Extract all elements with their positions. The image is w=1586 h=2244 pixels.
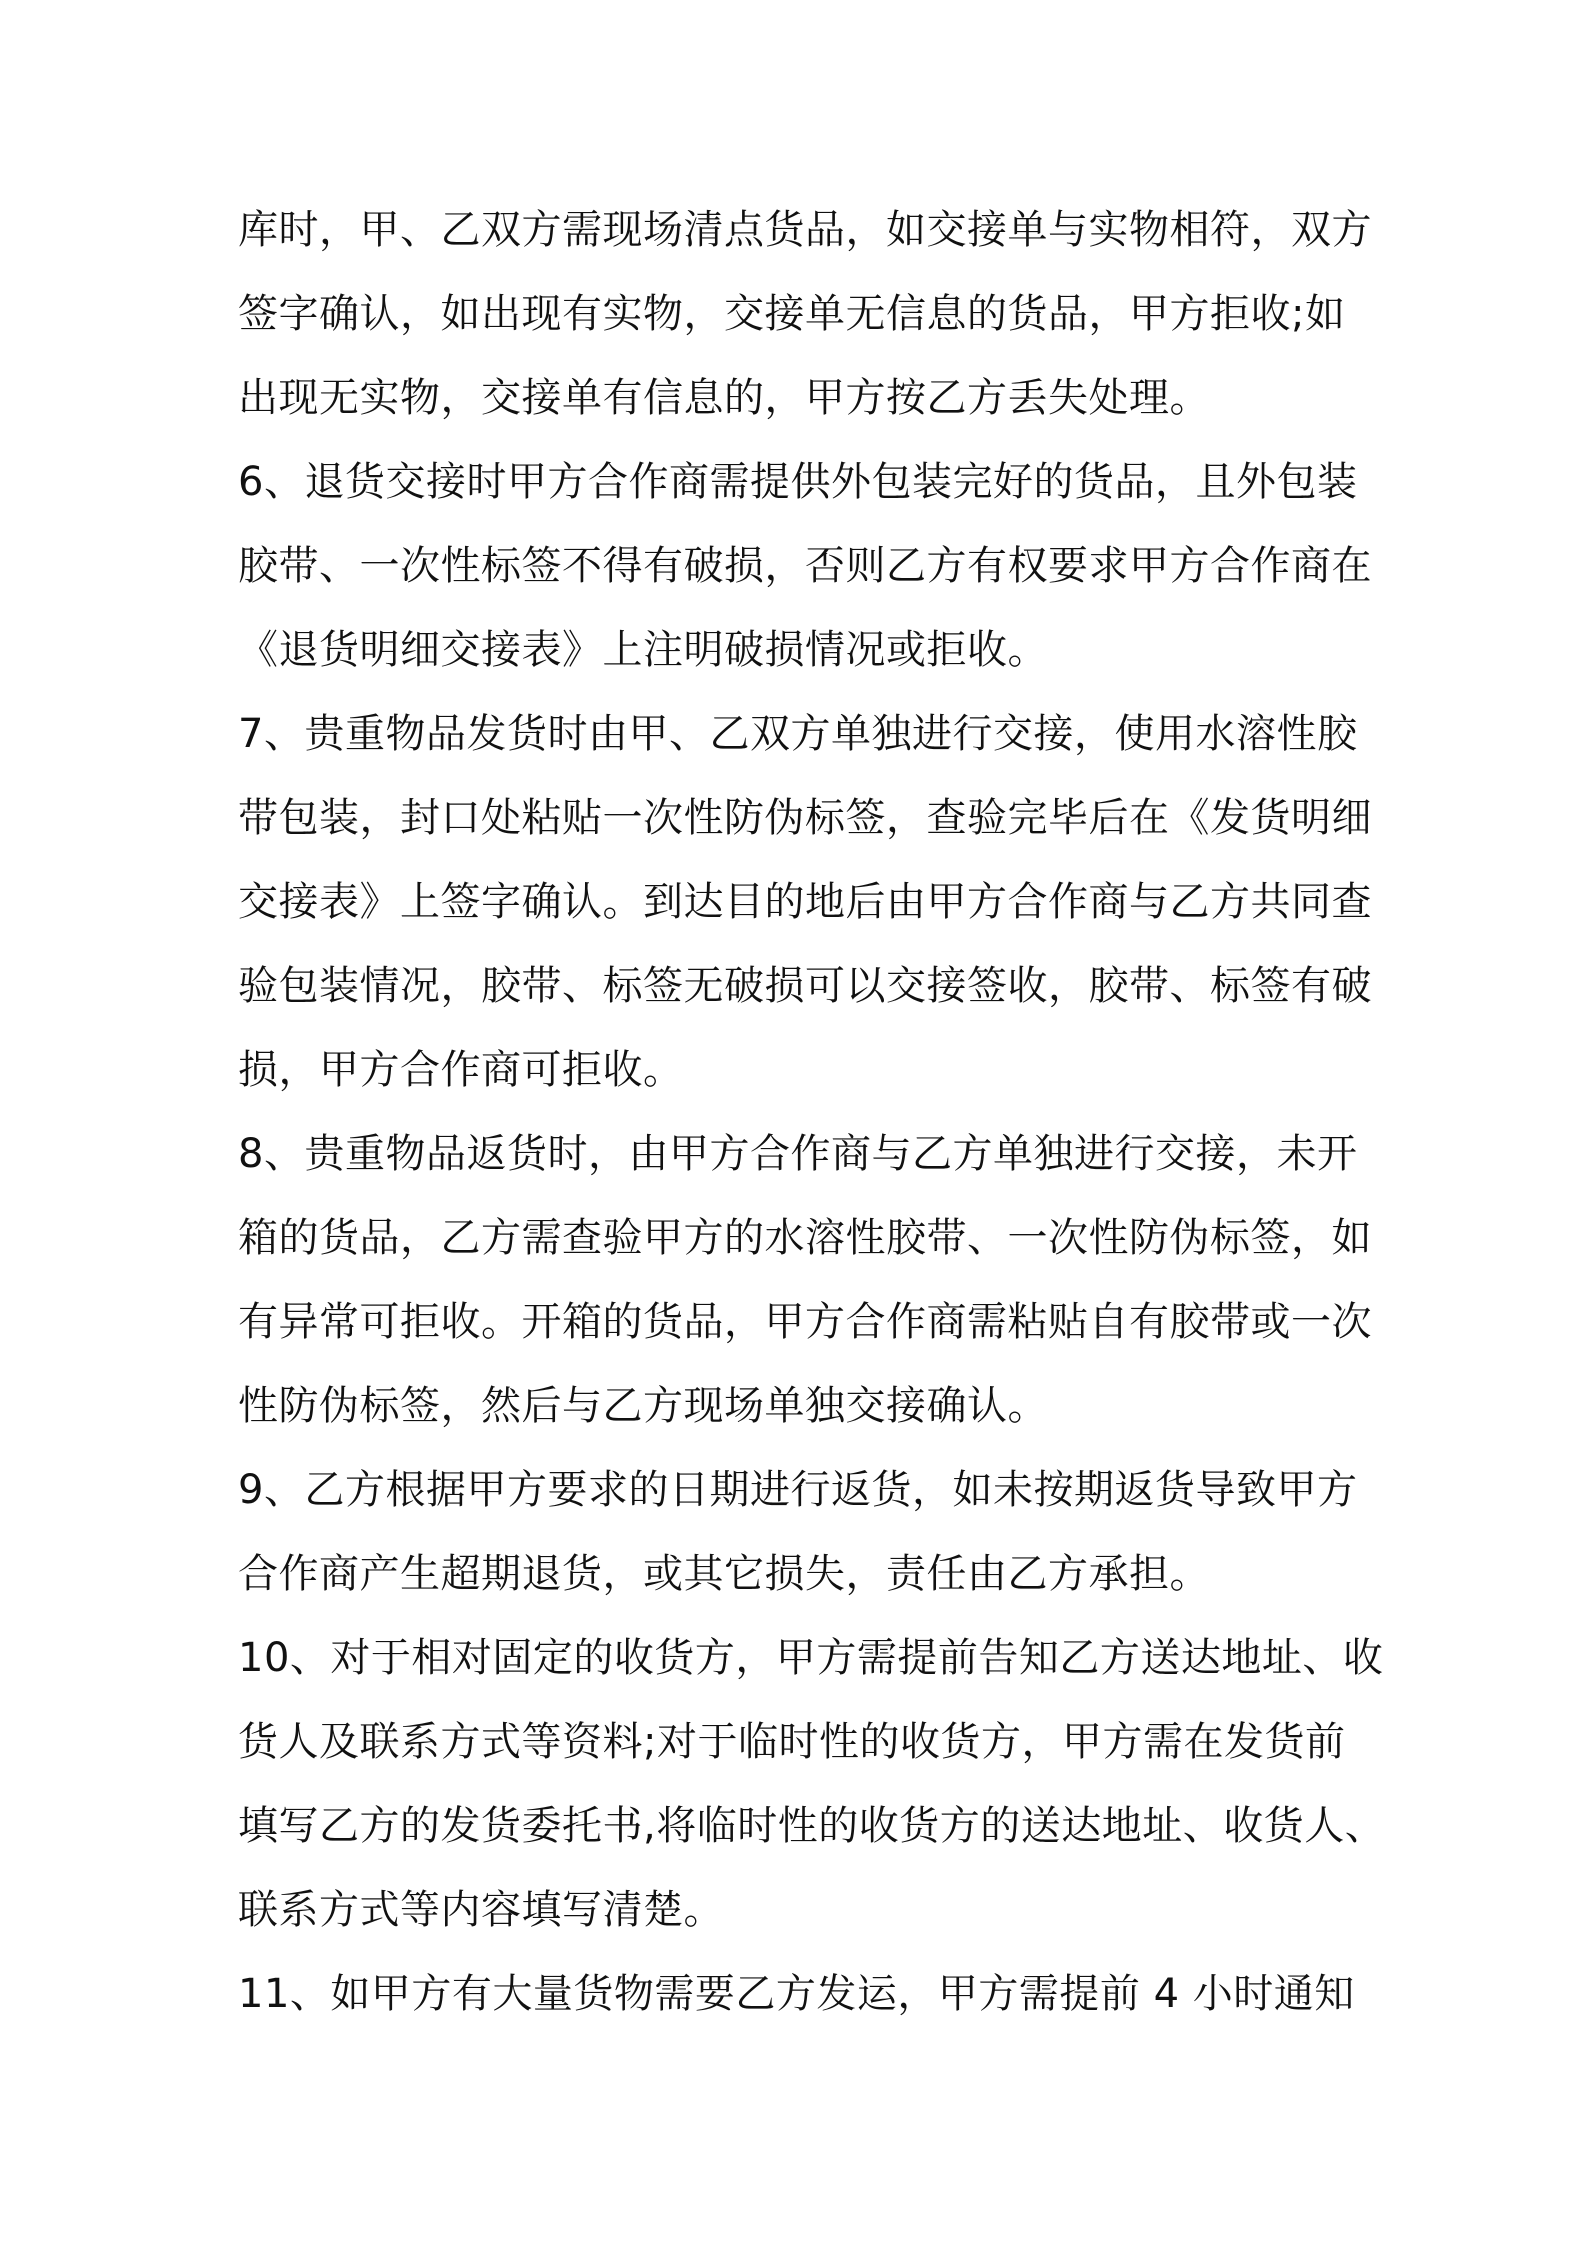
text-line: 验包装情况，胶带、标签无破损可以交接签收，胶带、标签有破 [238,963,1372,1009]
clause-8-line: 8、贵重物品返货时，由甲方合作商与乙方单独进行交接，未开 [238,1131,1358,1177]
text-line: 交接表》上签字确认。到达目的地后由甲方合作商与乙方共同查 [238,879,1372,925]
text-line: 出现无实物，交接单有信息的，甲方按乙方丢失处理。 [238,375,1210,421]
text-line: 库时，甲、乙双方需现场清点货品，如交接单与实物相符，双方 [238,207,1372,253]
text-line: 合作商产生超期退货，或其它损失，责任由乙方承担。 [238,1551,1210,1597]
text-line: 胶带、一次性标签不得有破损，否则乙方有权要求甲方合作商在 [238,543,1372,589]
text-line: 联系方式等内容填写清楚。 [238,1887,724,1933]
text-line: 《退货明细交接表》上注明破损情况或拒收。 [238,627,1048,673]
text-line: 货人及联系方式等资料;对于临时性的收货方，甲方需在发货前 [238,1719,1346,1765]
clause-7-line: 7、贵重物品发货时由甲、乙双方单独进行交接，使用水溶性胶 [238,711,1358,757]
text-line: 性防伪标签，然后与乙方现场单独交接确认。 [238,1383,1048,1429]
document-body [238,188,1386,2036]
clause-10-line: 10、对于相对固定的收货方，甲方需提前告知乙方送达地址、收 [238,1635,1384,1681]
text-line: 有异常可拒收。开箱的货品，甲方合作商需粘贴自有胶带或一次 [238,1299,1372,1345]
text-line: 填写乙方的发货委托书,将临时性的收货方的送达地址、收货人、 [238,1803,1386,1849]
text-line: 损，甲方合作商可拒收。 [238,1047,684,1093]
clause-9-line: 9、乙方根据甲方要求的日期进行返货，如未按期返货导致甲方 [238,1467,1358,1513]
clause-11-line: 11、如甲方有大量货物需要乙方发运，甲方需提前 4 小时通知 [238,1971,1355,2017]
text-line: 箱的货品，乙方需查验甲方的水溶性胶带、一次性防伪标签，如 [238,1215,1372,1261]
clause-6-line: 6、退货交接时甲方合作商需提供外包装完好的货品，且外包装 [238,459,1358,505]
text-line: 带包装，封口处粘贴一次性防伪标签，查验完毕后在《发货明细 [238,795,1372,841]
text-line: 签字确认，如出现有实物，交接单无信息的货品，甲方拒收;如 [238,291,1346,337]
